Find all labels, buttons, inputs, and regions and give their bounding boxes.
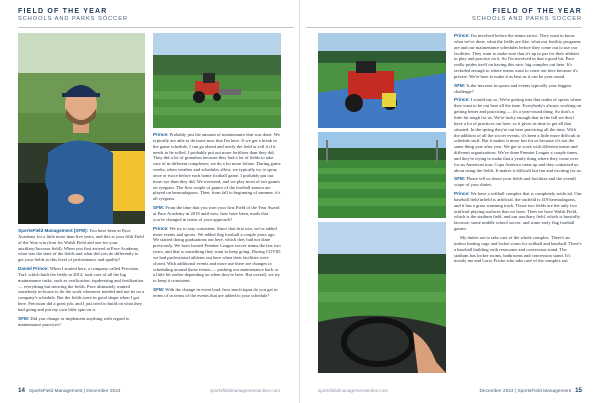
paragraph	[454, 235, 582, 264]
footer-url[interactable]: sportsfieldmanagementonline.com	[210, 388, 280, 393]
groundskeeper-portrait-photo	[18, 33, 145, 224]
speaker-label: SportsField Management (SFM):	[18, 228, 89, 233]
speaker-label: SFM:	[454, 176, 466, 182]
right-page	[300, 0, 600, 403]
magazine-name: SportsField Management	[517, 389, 572, 394]
paragraph-text: Probably just the amount of maintenance that was done. We typically are able to do more now that I'm here. If we get a break in the game schedule, I can go ahead and aerify the field or roll it if it needs to be rolled. I probably put out more fertilizer than they did. They did a lot of granulars because they had a lot of fields to take care of in different complexes; we do a lot more foliars. During game weeks, when weather and schedules allow, we typically try to spray once or twice before each home football game. I probably put out more rye than they did. We overseed, and we play most of our games on ryegrass. The first couple of games of the football season are played on bermudagrass. Then, from fall to beginning of summer, it's all ryegrass.	[153, 132, 281, 202]
header-subtitle: SCHOOLS AND PARKS SOCCER	[18, 16, 128, 22]
paragraph	[18, 316, 145, 328]
issue-date: December 2024	[479, 389, 514, 394]
magazine-name: SportsField Management	[28, 389, 83, 394]
paragraph	[153, 132, 281, 202]
paragraph	[18, 228, 145, 263]
header-title: FIELD OF THE YEAR	[492, 8, 582, 15]
speaker-label: Prince:	[454, 191, 470, 197]
mower-operator-photo	[318, 222, 446, 373]
left-column-1	[18, 228, 145, 331]
paragraph	[153, 226, 281, 284]
paragraph	[454, 33, 582, 80]
left-column-2	[153, 132, 281, 302]
speaker-label: SFM:	[153, 205, 165, 211]
paragraph-text: Is the increase in sports and events typically your biggest challenge?	[454, 82, 572, 94]
header-subtitle: SCHOOLS AND PARKS SOCCER	[472, 16, 582, 22]
speaker-label: Prince:	[153, 132, 169, 137]
header-rule	[18, 27, 294, 28]
paragraph-text: I'm involved before the teams arrive. They want to know what we've done, what the fields are like, what our fertility programs are and our maintenance schedules before they come out to use our facilities. They want to make sure that it's up to par for their athletes to play and practice on it. So I'm involved in that a good bit. Pace really prides itself on having this nice, big complex out here. It's secluded enough to where teams want to come out here because it's private. We're here to make it as best as it can be year round.	[454, 33, 581, 79]
page-footer-right: December 2024 | SportsField Management 15	[479, 387, 582, 394]
red-mower-photo	[318, 33, 446, 128]
paragraph-text: We have a softball complex that is completely artificial. Our baseball field infield is artificial, the outfield is 419 bermudagrass, and it has a grass warming track. Those two fields are the only two artificial playing surfaces that we have. Then we have Walsh Field, which is the stadium field, and our auxiliary field, which is basically lacrosse, some middle school soccer, and some early flag football games.	[454, 191, 582, 232]
speaker-label: Daniel Prince:	[18, 266, 49, 272]
paragraph-text: From the time that you won your first Field of the Year Award at Pace Academy in 2019 until now, how have been, mods that you've changed in terms of your approach?	[153, 205, 280, 222]
page-footer-left: 14 SportsField Management | December 2024	[18, 387, 121, 394]
paragraph	[153, 287, 281, 299]
footer-url[interactable]: sportsfieldmanagementonline.com	[318, 388, 388, 393]
stadium-field-photo	[318, 132, 446, 218]
paragraph	[454, 83, 582, 95]
paragraph	[454, 97, 582, 173]
paragraph	[454, 191, 582, 232]
speaker-label: SFM:	[18, 315, 30, 321]
paragraph-text: My duties are to take care of the whole complex. There's an indoor batting cage and locker room for softball and baseball. There's a baseball building with restrooms and concession stand. The stadium has locker rooms, bathrooms and concession stand. It's mostly me and Larry Fricke who take care of the complex out	[454, 235, 582, 264]
paragraph	[18, 266, 145, 313]
header-title: FIELD OF THE YEAR	[18, 8, 108, 15]
paragraph-text: I would say so. We're getting into that realm of sports where they want to be out here all the time. Everybody's always working on getting better and practicing — it's a year-round thing. So that's a little bit tough for us. We're lucky enough that in the fall we don't have a lot of practices out here, so it gives us time to get all that situated. In the spring they're out here practicing all the time. With the addition of all the soccer events, it's been a little more difficult to schedule stuff. But it makes it more fun for us because it's not the same thing year after year. We get to work with different teams and different organizations. We've done Premier League a couple times, and they're trying to make that a yearly thing where they come over for an American tour. Copa America came up and they contacted us about using the fields. It makes it difficult but fun and exciting for us.	[454, 97, 582, 173]
speaker-label: SFM:	[454, 82, 466, 88]
speaker-label: Prince:	[454, 97, 470, 103]
speaker-label: Prince:	[153, 225, 169, 231]
paragraph-text: With the change in event load, how much input do you get in terms of in terms of the events that are added to your schedule?	[153, 287, 278, 298]
paragraph-text: Did you change or implement anything with regard to maintenance practices?	[18, 315, 130, 327]
paragraph-text: You have been at Pace Academy for a little more than five years, and this is your fifth Field of the Year win (four for Walsh Field and one for your auxiliary/lacrosse field). When you first arrived at Pace Academy, what was the state of the fields and what did you do differently to get your fields to this level of performance and quality?	[18, 228, 144, 263]
issue-date: December 2024	[86, 389, 121, 394]
right-column-2	[454, 33, 582, 267]
speaker-label: Prince:	[454, 33, 470, 38]
tractor-on-field-photo	[153, 33, 281, 128]
page-header-right	[472, 8, 582, 22]
paragraph-text: When I started here, a company called Precision Turf, which built the fields in 2014, took care of all the big maintenance tasks, such as verification, topdressing and fertilization — everything but mowing the fields. Pace ultimately wanted somebody in-house to do the work whenever needed and not be on a company's schedule. But the fields were in good shape when I got here. Precision did a great job, and I just tried to build on what they had going and put my own little spin on it.	[18, 266, 145, 312]
page-number: 15	[575, 387, 582, 394]
paragraph-text: Please tell us about your fields and facilities and the overall scope of your duties.	[454, 176, 576, 188]
paragraph	[153, 205, 281, 223]
speaker-label: SFM:	[153, 287, 165, 293]
paragraph-text: We try to stay consistent. Since that first win, we've added more events and sports. We added flag football a couple years ago. We started doing graduations out here, which they had not done previously. We have hosted Premier League soccer teams the last two years, and that is something they want to keep going. During COVID we had professional athletes out here when their facilities were closed. With additional events and more use there are changes to scheduling around those events — pushing our maintenance back or a little bit earlier depending on when they're here. But overall, we try to keep it consistent.	[153, 225, 281, 284]
paragraph	[454, 176, 582, 188]
header-rule	[306, 27, 582, 28]
page-header-left	[18, 8, 128, 22]
page-number: 14	[18, 387, 25, 394]
